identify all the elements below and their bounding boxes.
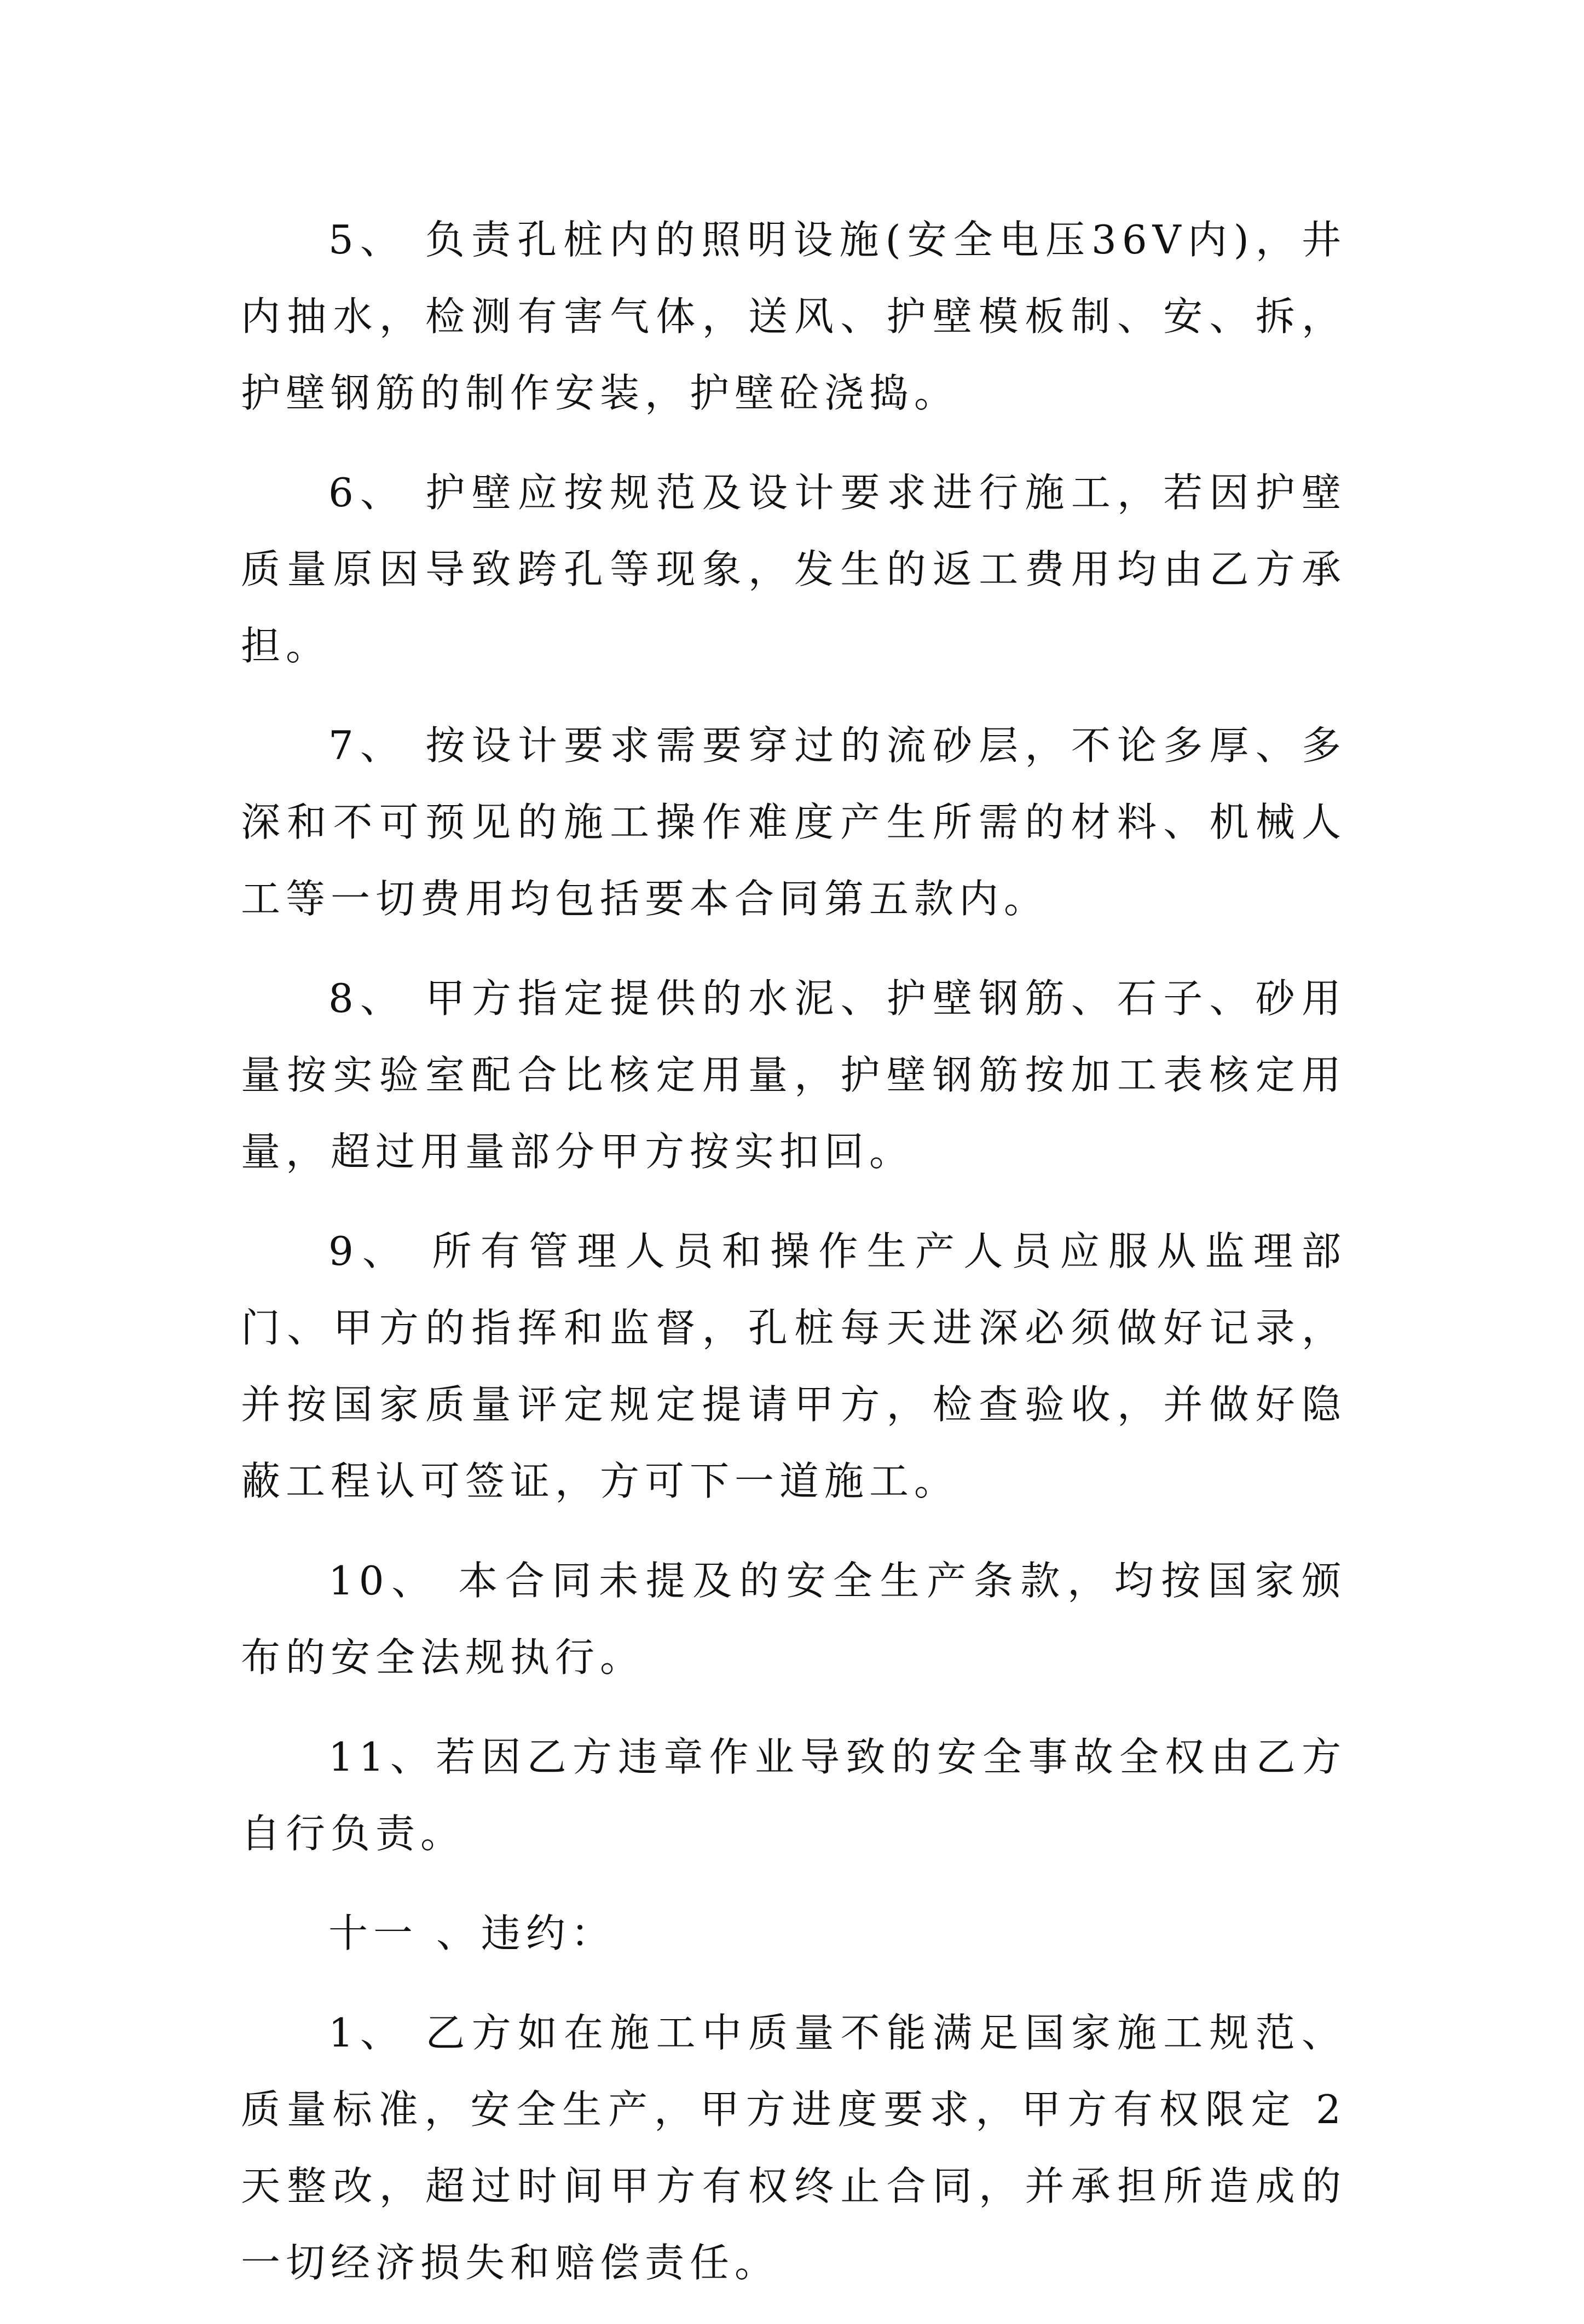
section-heading-breach: 十一 、违约： <box>328 1910 616 1956</box>
clause-7-quicksand-layer: 7、 按设计要求需要穿过的流砂层，不论多厚、多深和不可预见的施工操作难度产生所需的材料、机械人工等一切费用均包括要本合同第五款内。 <box>241 722 1346 922</box>
clause-8-materials: 8、 甲方指定提供的水泥、护壁钢筋、石子、砂用量按实验室配合比核定用量，护壁钢筋按加工表核定用量，超过用量部分甲方按实扣回。 <box>241 975 1346 1175</box>
clause-9-supervision: 9、 所有管理人员和操作生产人员应服从监理部门、甲方的指挥和监督，孔桩每天进深必须做好记录，并按国家质量评定规定提请甲方，检查验收，并做好隐蔽工程认可签证，方可下一道施工。 <box>241 1228 1346 1504</box>
clause-10-safety-regulations: 10、 本合同未提及的安全生产条款，均按国家颁布的安全法规执行。 <box>241 1558 1346 1680</box>
document-page <box>241 201 1346 2324</box>
breach-clause-1: 1、 乙方如在施工中质量不能满足国家施工规范、质量标准，安全生产，甲方进度要求，甲方有权限定 2天整改，超过时间甲方有权终止合同，并承担所造成的一切经济损失和赔偿责任。 <box>241 2010 1346 2286</box>
clause-6-wall-construction: 6、 护壁应按规范及设计要求进行施工，若因护壁质量原因导致跨孔等现象，发生的返工费用均由乙方承担。 <box>241 470 1346 669</box>
clause-5-lighting: 5、 负责孔桩内的照明设施(安全电压36V内)，井内抽水，检测有害气体，送风、护壁模板制、安、拆，护壁钢筋的制作安装，护壁砼浇捣。 <box>241 217 1346 416</box>
clause-11-accident-liability: 11、若因乙方违章作业导致的安全事故全权由乙方自行负责。 <box>241 1734 1346 1857</box>
